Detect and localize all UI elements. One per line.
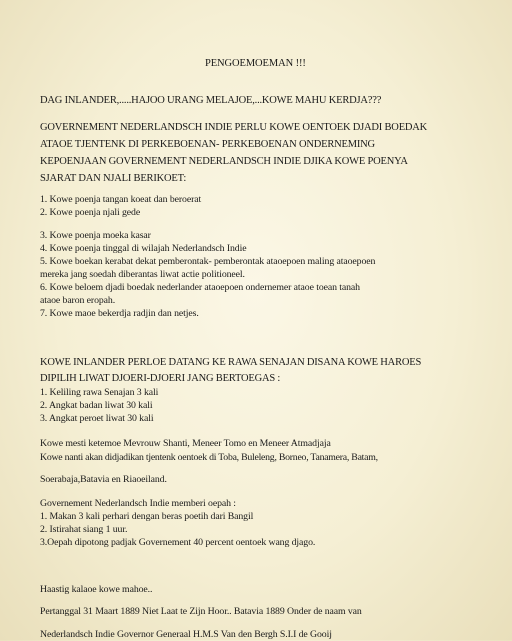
greeting: DAG INLANDER,.....HAJOO URANG MELAJOE,...KOWE MAHU KERDJA??? xyxy=(40,95,382,106)
list-item: 3.Oepah dipotong padjak Governement 40 percent oentoek wang djago. xyxy=(40,537,316,548)
list-item: 2. Angkat badan liwat 30 kali xyxy=(40,400,153,411)
test-intro-line: KOWE INLANDER PERLOE DATANG KE RAWA SENAJAN DISANA KOWE HAROES xyxy=(40,357,422,368)
intro-line: SJARAT DAN NJALI BERIKOET: xyxy=(40,173,187,184)
meet-line: Kowe mesti ketemoe Mevrouw Shanti, Meneer Tomo en Meneer Atmadjaja xyxy=(40,438,331,449)
list-item: ataoe baron eropah. xyxy=(40,295,116,306)
list-item: 5. Kowe boekan kerabat dekat pemberontak- pemberontak ataoepoen maling ataoepoen xyxy=(40,256,376,267)
list-item: mereka jang soedah diberantas liwat actie politioneel. xyxy=(40,269,245,280)
list-item: 1. Keliling rawa Senajan 3 kali xyxy=(40,387,159,398)
intro-line: GOVERNEMENT NEDERLANDSCH INDIE PERLU KOWE OENTOEK DJADI BOEDAK xyxy=(40,122,428,133)
placement-line: Soerabaja,Batavia en Riaoeiland. xyxy=(40,474,167,485)
intro-line: ATAOE TJENTENK DI PERKEBOENAN- PERKEBOENAN ONDERNEMING xyxy=(40,139,375,150)
intro-line: KEPOENJAAN GOVERNEMENT NEDERLANDSCH INDIE DJIKA KOWE POENYA xyxy=(40,156,408,167)
list-item: 4. Kowe poenja tinggal di wilajah Nederlandsch Indie xyxy=(40,243,247,254)
list-item: 2. Kowe poenja njali gede xyxy=(40,207,141,218)
list-item: 2. Istirahat siang 1 uur. xyxy=(40,524,128,535)
list-item: 1. Makan 3 kali perhari dengan beras poetih dari Bangil xyxy=(40,511,254,522)
document-title: PENGOEMOEMAN !!! xyxy=(205,58,306,69)
test-intro-line: DIPILIH LIWAT DJOERI-DJOERI JANG BERTOEGAS : xyxy=(40,373,281,384)
signature-line: Nederlandsch Indie Governor Generaal H.M.S Van den Bergh S.I.I de Gooij xyxy=(40,629,332,640)
date-line: Pertanggal 31 Maart 1889 Niet Laat te Zijn Hoor.. Batavia 1889 Onder de naam van xyxy=(40,606,362,617)
benefits-intro: Governement Nederlandsch Indie memberi oepah : xyxy=(40,498,236,509)
list-item: 1. Kowe poenja tangan koeat dan beroerat xyxy=(40,194,202,205)
list-item: 7. Kowe maoe bekerdja radjin dan netjes. xyxy=(40,308,199,319)
list-item: 6. Kowe beloem djadi boedak nederlander ataoepoen ondernemer ataoe toean tanah xyxy=(40,282,360,293)
list-item: 3. Angkat peroet liwat 30 kali xyxy=(40,413,154,424)
list-item: 3. Kowe poenja moeka kasar xyxy=(40,230,151,241)
closing-line: Haastig kalaoe kowe mahoe.. xyxy=(40,584,153,595)
placement-line: Kowe nanti akan didjadikan tjentenk oentoek di Toba, Buleleng, Borneo, Tanamera, Batam, xyxy=(40,452,378,463)
